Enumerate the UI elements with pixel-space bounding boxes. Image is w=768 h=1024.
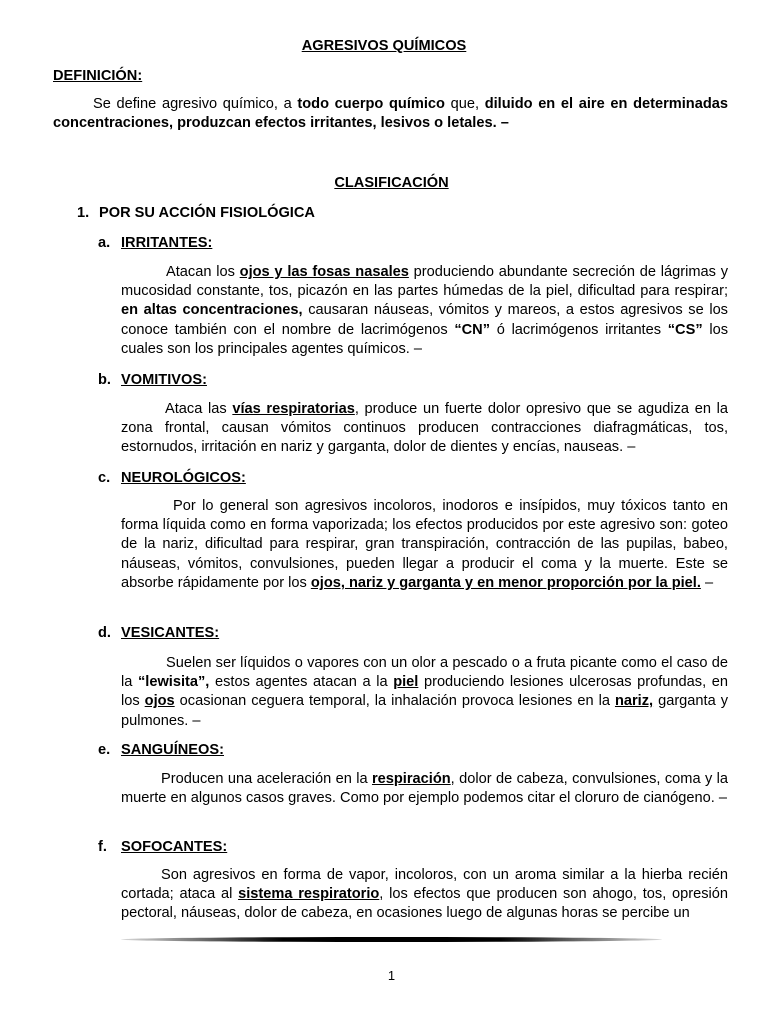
item-paragraph-sofocantes: Son agresivos en forma de vapor, incoloros, con un aroma similar a la hierba recién cortada; ataca al sistema respiratorio, los efectos que producen son ahogo, tos, opresión pectoral, náuseas, dolor de cabeza, en ocasiones luego de algunas horas se percibe un xyxy=(121,867,728,922)
definicion-heading: DEFINICIÓN: xyxy=(53,68,143,84)
page-title: AGRESIVOS QUÍMICOS xyxy=(301,38,467,54)
item-heading-irritantes: a. IRRITANTES: xyxy=(98,235,213,251)
section-heading-1: 1. POR SU ACCIÓN FISIOLÓGICA xyxy=(77,205,315,221)
page-number: 1 xyxy=(387,968,396,983)
definicion-paragraph: Se define agresivo químico, a todo cuerpo químico que, diluido en el aire en determinadas concentraciones, produzcan efectos irritantes, lesivos o letales. – xyxy=(53,96,728,132)
footer-divider xyxy=(121,937,662,942)
item-heading-vesicantes: d. VESICANTES: xyxy=(98,625,220,641)
clasificacion-heading: CLASIFICACIÓN xyxy=(334,175,449,191)
item-paragraph-sanguineos: Producen una aceleración en la respiración, dolor de cabeza, convulsiones, coma y la muerte en algunos casos graves. Como por ejemplo podemos citar el cloruro de cianógeno. – xyxy=(121,771,728,807)
item-paragraph-irritantes: Atacan los ojos y las fosas nasales produciendo abundante secreción de lágrimas y mucosidad constante, tos, picazón en las partes húmedas de la piel, dificultad para respirar; en altas concentraciones, causaran náuseas, vómitos y mareos, a estos agresivos se los conoce también con el nombre de lacrimógenos “CN” ó lacrimógenos irritantes “CS” los cuales son los principales agentes químicos. – xyxy=(121,264,728,357)
item-paragraph-vomitivos: Ataca las vías respiratorias, produce un fuerte dolor opresivo que se agudiza en la zona frontal, causan vómitos continuos producen contracciones diafragmáticas, tos, estornudos, irritación en nariz y garganta, dolor de dientes y encías, nauseas. – xyxy=(121,401,728,456)
item-heading-vomitivos: b. VOMITIVOS: xyxy=(98,372,207,388)
item-paragraph-vesicantes: Suelen ser líquidos o vapores con un olor a pescado o a fruta picante como el caso de la “lewisita”, estos agentes atacan a la piel produciendo lesiones ulcerosas profundas, en los ojos ocasionan ceguera temporal, la inhalación provoca lesiones en la nariz, garganta y pulmones. – xyxy=(121,655,728,729)
item-heading-sofocantes: f. SOFOCANTES: xyxy=(98,839,228,855)
item-heading-sanguineos: e. SANGUÍNEOS: xyxy=(98,742,224,758)
item-paragraph-neurologicos: Por lo general son agresivos incoloros, inodoros e insípidos, muy tóxicos tanto en forma líquida como en forma vaporizada; los efectos producidos por este agresivo son: goteo de la nariz, dificultad para respirar, gran transpiración, contracción de las pupilas, babeo, náuseas, vómitos, convulsiones, pueden llegar a producir el coma y la muerte. Este se absorbe rápidamente por los ojos, nariz y garganta y en menor proporción por la piel. – xyxy=(121,498,728,591)
item-heading-neurologicos: c. NEUROLÓGICOS: xyxy=(98,470,246,486)
